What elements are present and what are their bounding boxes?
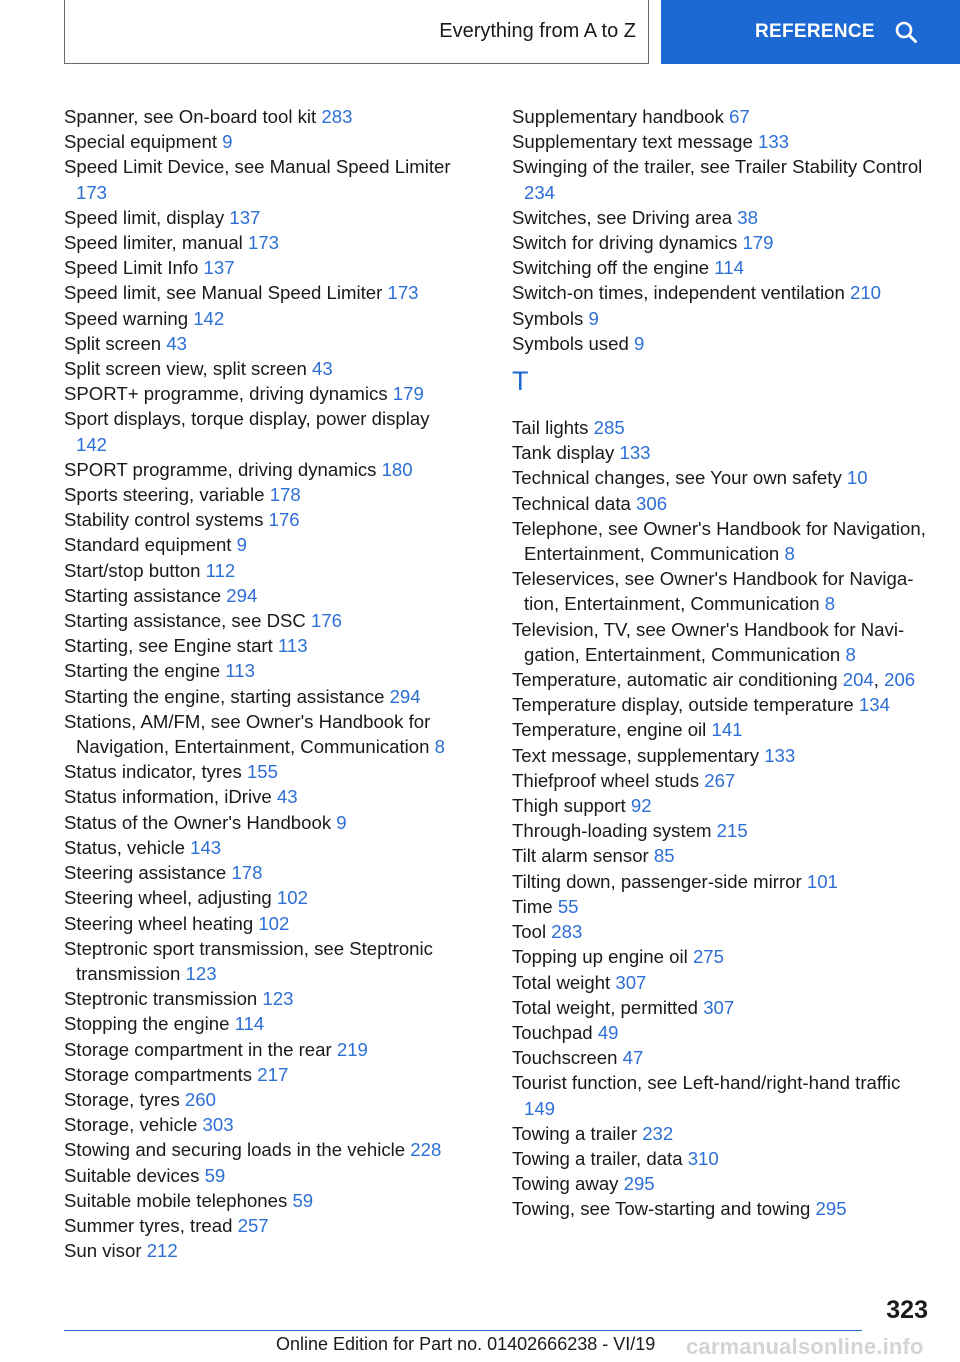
index-entry-term: Speed Limit Device, see Manual Speed Limiter (64, 156, 451, 178)
index-entry (64, 835, 464, 860)
index-entry-term: Sports steering, variable (64, 484, 265, 506)
index-page-link[interactable]: 113 (225, 660, 255, 682)
index-entry-term: Suitable devices (64, 1164, 200, 1186)
index-entry-term: Sport displays, torque display, power display (64, 408, 430, 430)
index-entry (512, 717, 927, 742)
index-entry (64, 1238, 464, 1263)
index-page-link[interactable]: 206 (884, 669, 916, 691)
index-entry (64, 205, 464, 230)
index-entry-term: Towing away (512, 1173, 619, 1195)
index-entry-term: Tilt alarm sensor (512, 845, 649, 867)
index-entry (512, 205, 927, 230)
index-entry-term: Topping up engine oil (512, 946, 688, 968)
index-entry (512, 154, 927, 204)
index-group-s (512, 104, 927, 356)
index-page-link[interactable]: 283 (321, 106, 353, 127)
index-entry-term: Sun visor (64, 1240, 142, 1262)
index-entry (64, 532, 464, 557)
index-page-link[interactable]: 219 (336, 1038, 368, 1060)
index-entry (512, 894, 927, 919)
watermark-logo: carmanualsonline.info (686, 1334, 924, 1359)
index-page-link[interactable]: 310 (687, 1147, 719, 1169)
index-page-link[interactable]: 102 (276, 887, 308, 909)
index-page-link[interactable]: 180 (381, 458, 413, 480)
index-entry (512, 566, 927, 616)
index-entry (512, 818, 927, 843)
index-entry-term: Technical data (512, 492, 631, 514)
index-page-link[interactable]: 212 (146, 1240, 178, 1262)
index-page-link[interactable]: 59 (204, 1164, 226, 1186)
index-page-link[interactable]: 141 (711, 719, 743, 741)
index-page-link[interactable]: 176 (268, 509, 300, 531)
index-entry (512, 104, 927, 129)
index-page-link[interactable]: 114 (234, 1013, 265, 1035)
index-entry-term: Storage, vehicle (64, 1114, 198, 1136)
index-entry (64, 104, 464, 129)
index-entry-term: SPORT+ programme, driving dynamics (64, 383, 388, 405)
index-entry-term: Towing a trailer, data (512, 1147, 683, 1169)
index-entry (512, 995, 927, 1020)
index-page-link[interactable]: 123 (262, 988, 294, 1010)
index-entry (512, 331, 927, 356)
index-entry (64, 860, 464, 885)
index-entry (64, 1062, 464, 1087)
index-page-link[interactable]: 9 (336, 811, 347, 833)
index-entry (64, 482, 464, 507)
index-entry (64, 1011, 464, 1036)
index-entry (512, 255, 927, 280)
index-entry (64, 306, 464, 331)
index-entry (64, 1037, 464, 1062)
index-entry-term: Suitable mobile telephones (64, 1189, 288, 1211)
index-entry-term: Steering assistance (64, 862, 227, 884)
index-column-left (64, 104, 464, 1263)
index-entry-term: Stowing and securing loads in the vehicle (64, 1139, 406, 1161)
index-page-link[interactable]: 257 (237, 1214, 269, 1236)
index-page-link[interactable]: 133 (619, 442, 651, 464)
index-entry (64, 658, 464, 683)
index-entry (64, 759, 464, 784)
index-entry-term: Speed limit, display (64, 206, 225, 228)
index-entry-term: Temperature, engine oil (512, 719, 707, 741)
index-entry: Temperature, automatic air conditioning 204, 206 (512, 669, 916, 691)
index-entry (64, 381, 464, 406)
index-entry (64, 684, 464, 709)
index-entry (512, 1045, 927, 1070)
index-page-link[interactable]: 8 (824, 593, 836, 615)
index-entry-term: Tourist function, see Left-hand/right-hand traffic (512, 1072, 901, 1094)
index-entry-term: Summer tyres, tread (64, 1214, 233, 1236)
index-entry (64, 885, 464, 910)
index-entry-term: Tool (512, 921, 547, 943)
index-entry (64, 633, 464, 658)
index-page-link[interactable]: 228 (410, 1139, 442, 1161)
index-entry-term: Symbols (512, 307, 584, 329)
index-entry-term: Status of the Owner's Handbook (64, 811, 332, 833)
index-entry-term: Time (512, 895, 553, 917)
index-entry-term: Total weight (512, 971, 611, 993)
index-entry (64, 784, 464, 809)
header-chapter-label: REFERENCE (755, 21, 875, 42)
index-page-link[interactable]: 267 (704, 769, 736, 791)
header-section-title: Everything from A to Z (439, 20, 636, 42)
index-entry (512, 1146, 927, 1171)
index-entry-term: Speed limit, see Manual Speed Limiter (64, 282, 383, 304)
index-entry (64, 230, 464, 255)
index-entry-term: Telephone, see Owner's Handbook for Navigation, Entertainment, Communication (512, 517, 926, 565)
index-page-link[interactable]: 149 (524, 1097, 556, 1119)
index-page-link[interactable]: 92 (630, 795, 652, 817)
index-entry (64, 154, 464, 204)
index-entry (64, 1188, 464, 1213)
index-entry-term: Steptronic transmission (64, 988, 258, 1010)
index-group-t (512, 415, 927, 1222)
index-page-link[interactable]: 9 (222, 131, 233, 153)
index-entry-term: Starting the engine (64, 660, 221, 682)
index-entry-term: Teleservices, see Owner's Handbook for Navigation, Entertainment, Communication (512, 568, 914, 615)
index-entry (512, 440, 927, 465)
index-entry-term: Starting, see Engine start (64, 635, 273, 657)
index-page-link[interactable]: 179 (742, 232, 774, 254)
index-page-link[interactable]: 142 (76, 433, 108, 455)
index-entry-term: Towing a trailer (512, 1122, 638, 1144)
index-entry-term: Switches, see Driving area (512, 206, 733, 228)
index-entry-term: Status indicator, tyres (64, 761, 242, 783)
index-page-link[interactable]: 295 (623, 1173, 655, 1195)
index-entry-term: Steptronic sport transmission, see Steptronic transmission (64, 937, 433, 984)
index-page-link[interactable]: 9 (588, 307, 599, 329)
index-page-link[interactable]: 173 (76, 181, 108, 203)
index-page-link[interactable]: 155 (246, 761, 278, 783)
index-page-link[interactable]: 8 (434, 736, 445, 758)
index-page-link[interactable]: 260 (184, 1088, 216, 1110)
index-entry-term: Status, vehicle (64, 836, 185, 858)
index-entry-term: Supplementary handbook (512, 106, 724, 127)
index-entry-term: Speed warning (64, 307, 189, 329)
index-page-link[interactable]: 306 (636, 492, 668, 514)
index-entry-term: Tilting down, passenger-side mirror (512, 870, 802, 892)
index-entry-term: Tank display (512, 442, 615, 464)
index-entry-term: Thiefproof wheel studs (512, 769, 700, 791)
index-entry-term: Towing, see Tow-starting and towing (512, 1198, 811, 1220)
index-entry-term: Switching off the engine (512, 257, 710, 279)
index-entry (512, 516, 927, 566)
index-entry-term: Touchpad (512, 1021, 593, 1043)
index-page-link[interactable]: 43 (276, 786, 298, 808)
page-number: 323 (886, 1296, 928, 1324)
index-page-link[interactable]: 133 (757, 131, 790, 153)
index-entry-term: Storage compartment in the rear (64, 1038, 332, 1060)
index-page-link[interactable]: 173 (387, 282, 419, 304)
index-page-link[interactable]: 142 (193, 307, 225, 329)
index-entry (512, 230, 927, 255)
index-entry (64, 1112, 464, 1137)
index-page-link[interactable]: 204 (842, 669, 874, 691)
footer-divider (64, 1330, 862, 1331)
index-entry (512, 1196, 927, 1221)
index-entry-term: Stopping the engine (64, 1013, 230, 1035)
index-entry-term: Swinging of the trailer, see Trailer Stability Control (512, 156, 923, 178)
index-entry (512, 1171, 927, 1196)
index-page-link[interactable]: 55 (557, 895, 579, 917)
index-entry-term: Status information, iDrive (64, 786, 272, 808)
index-entry (64, 356, 464, 381)
index-page-link[interactable]: 8 (845, 643, 856, 665)
index-entry-term: Text message, supplementary (512, 744, 760, 766)
index-entry-term: Stations, AM/FM, see Owner's Handbook for Navigation, Entertainment, Communication (64, 710, 431, 758)
index-entry (512, 1070, 927, 1120)
index-page-link[interactable]: 303 (202, 1114, 234, 1136)
index-entry (512, 743, 927, 768)
index-entry (512, 306, 927, 331)
index-page-link[interactable]: 134 (858, 694, 890, 716)
index-page-link[interactable]: 137 (229, 206, 261, 228)
index-entry-term: Supplementary text message (512, 131, 753, 153)
index-page-link[interactable]: 123 (185, 962, 217, 984)
section-letter-heading: T (512, 366, 529, 397)
index-page-link[interactable]: 294 (389, 685, 421, 707)
header-reference-tab[interactable] (661, 0, 960, 64)
index-page-link[interactable]: 137 (203, 257, 235, 279)
index-entry (64, 1163, 464, 1188)
index-entry (64, 507, 464, 532)
index-entry (512, 692, 927, 717)
index-entry-term: Touchscreen (512, 1047, 618, 1069)
index-entry-term: Total weight, permitted (512, 996, 699, 1018)
index-entry (64, 986, 464, 1011)
index-entry-term: Stability control systems (64, 509, 264, 531)
index-page-link[interactable]: 85 (653, 845, 675, 867)
index-page-link[interactable]: 179 (392, 383, 424, 405)
index-entry-term: Symbols used (512, 332, 629, 354)
index-page-link[interactable]: 113 (277, 635, 308, 657)
index-entry-term: Storage compartments (64, 1063, 253, 1085)
index-entry (64, 406, 464, 456)
index-page-link[interactable]: 9 (236, 534, 247, 556)
header-section-box (64, 0, 649, 64)
index-entry-term: Special equipment (64, 131, 217, 153)
index-entry (512, 491, 927, 516)
index-entry-term: SPORT programme, driving dynamics (64, 458, 377, 480)
index-entry (64, 608, 464, 633)
index-entry (512, 919, 927, 944)
index-page-link[interactable]: 275 (692, 946, 724, 968)
index-entry-term: Temperature, automatic air conditioning (512, 669, 838, 691)
index-entry (512, 1020, 927, 1045)
index-entry-term: Switch for driving dynamics (512, 232, 738, 254)
index-entry (512, 944, 927, 969)
index-entry (512, 617, 927, 667)
index-entry (512, 869, 927, 894)
index-page-link[interactable]: 143 (190, 836, 222, 858)
index-entry (512, 1121, 927, 1146)
index-entry (512, 793, 927, 818)
index-entry (512, 415, 927, 440)
index-entry (64, 457, 464, 482)
index-entry-term: Spanner, see On-board tool kit (64, 106, 317, 127)
index-entry-term: Starting the engine, starting assistance (64, 685, 385, 707)
index-page-link[interactable]: 176 (311, 610, 343, 632)
index-page-link[interactable]: 234 (524, 181, 556, 203)
index-entry (64, 331, 464, 356)
index-entry (64, 1213, 464, 1238)
index-entry (512, 768, 927, 793)
index-page-link[interactable]: 59 (292, 1189, 314, 1211)
index-page-link[interactable]: 114 (714, 257, 744, 279)
index-entry (64, 280, 464, 305)
index-page-link[interactable]: 10 (846, 467, 868, 489)
index-entry (512, 465, 927, 490)
index-page-link[interactable]: 178 (231, 862, 263, 884)
index-page-link[interactable]: 49 (597, 1021, 619, 1043)
index-entry (64, 558, 464, 583)
index-page-link[interactable]: 102 (258, 912, 290, 934)
index-entry (512, 970, 927, 995)
index-entry (64, 1087, 464, 1112)
index-entry (64, 1137, 464, 1162)
index-entry-term: Through-loading system (512, 820, 712, 842)
index-entry (64, 936, 464, 986)
index-entry-term: Speed limiter, manual (64, 232, 243, 254)
footer-edition-text: Online Edition for Part no. 01402666238 - VI/19 (276, 1334, 656, 1354)
index-page-link[interactable]: 178 (269, 484, 301, 506)
index-page-link[interactable]: 283 (551, 921, 583, 943)
index-page-link[interactable]: 67 (729, 106, 750, 127)
index-page-link[interactable]: 43 (166, 332, 188, 354)
index-page-link[interactable]: 232 (642, 1122, 674, 1144)
index-page-link[interactable]: 43 (312, 358, 333, 380)
index-entry-term: Starting assistance (64, 584, 222, 606)
index-entry-term: Storage, tyres (64, 1088, 180, 1110)
index-entry (64, 129, 464, 154)
index-entry-term: Tail lights (512, 417, 589, 439)
index-page-link[interactable]: 307 (615, 971, 647, 993)
index-entry (512, 843, 927, 868)
index-entry (64, 810, 464, 835)
index-entry-term: Split screen (64, 332, 162, 354)
index-entry-term: Steering wheel heating (64, 912, 254, 934)
index-entry (512, 129, 927, 154)
index-entry-term: Temperature display, outside temperature (512, 694, 854, 716)
index-entry-term: Standard equipment (64, 534, 232, 556)
index-page-link[interactable]: 112 (205, 559, 236, 581)
index-page-link[interactable]: 217 (257, 1063, 289, 1085)
index-page-link[interactable]: 285 (593, 417, 625, 439)
index-entry-term: Switch-on times, independent ventilation (512, 282, 845, 304)
index-entry (512, 280, 927, 305)
index-entry-term: Speed Limit Info (64, 257, 199, 279)
index-entry (64, 709, 464, 759)
index-page-link[interactable]: 294 (226, 584, 258, 606)
index-entry-term: Technical changes, see Your own safety (512, 467, 842, 489)
index-page-link[interactable]: 9 (633, 332, 645, 354)
index-entry-term: Split screen view, split screen (64, 358, 307, 380)
index-page-link[interactable]: 47 (622, 1047, 644, 1069)
index-page-link[interactable]: 210 (850, 282, 882, 304)
index-entry (64, 255, 464, 280)
index-entry (64, 911, 464, 936)
index-entry-term: Start/stop button (64, 559, 201, 581)
search-icon[interactable] (895, 21, 917, 43)
index-entry-term: Television, TV, see Owner's Handbook for Navigation, Entertainment, Communication (512, 618, 905, 665)
index-entry-term: Starting assistance, see DSC (64, 610, 306, 632)
index-entry-term: Steering wheel, adjusting (64, 887, 272, 909)
index-page-link[interactable]: 215 (716, 820, 748, 842)
index-page-link[interactable]: 38 (737, 206, 758, 228)
index-entry-term: Thigh support (512, 795, 626, 817)
index-page-link[interactable]: 295 (815, 1198, 847, 1220)
index-page-link[interactable]: 8 (784, 543, 795, 565)
index-entry (64, 583, 464, 608)
index-page-link[interactable]: 133 (764, 744, 796, 766)
index-page-link[interactable]: 307 (703, 996, 735, 1018)
index-column-right (512, 104, 927, 1222)
index-page-link[interactable]: 173 (247, 232, 280, 254)
index-page-link[interactable]: 101 (806, 870, 838, 892)
